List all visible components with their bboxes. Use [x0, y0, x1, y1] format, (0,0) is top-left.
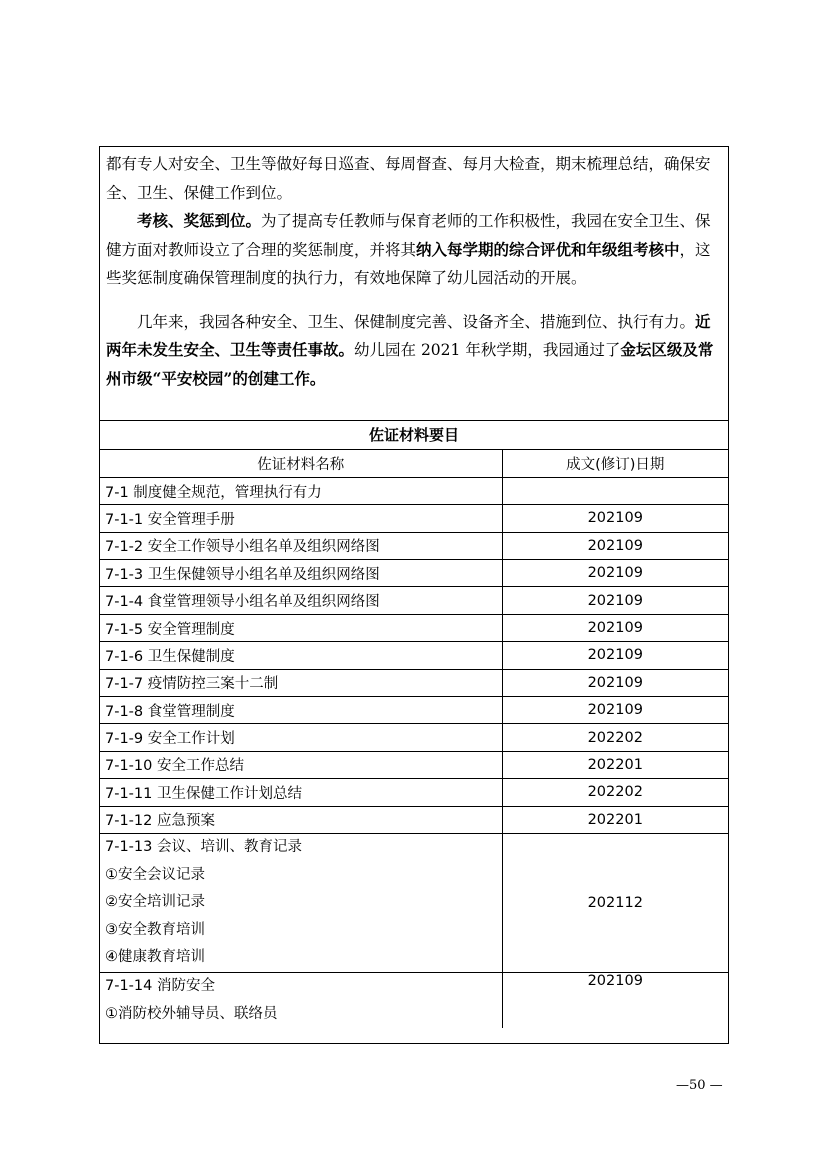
evidence-title: 佐证材料要目: [100, 421, 728, 450]
page-number: —50 —: [676, 1078, 723, 1093]
material-date: 202201: [502, 806, 728, 833]
records-line: 7-1-13 会议、培训、教育记录: [105, 838, 302, 855]
material-name: 7-1-3 卫生保健领导小组名单及组织网络图: [100, 560, 502, 587]
table-row: [100, 587, 728, 614]
material-name-multiline: [100, 833, 502, 972]
records-line: ①安全会议记录: [105, 866, 205, 883]
table-row: [100, 697, 728, 724]
table-row: [100, 642, 728, 669]
material-name: 7-1-8 食堂管理制度: [100, 697, 502, 724]
column-header-name: 佐证材料名称: [100, 450, 502, 477]
material-name: 7-1-10 安全工作总结: [100, 751, 502, 778]
assessment-heading: 考核、奖惩到位。: [137, 211, 262, 230]
narrative-paragraph-2: [106, 207, 720, 293]
material-date: 202109: [502, 669, 728, 696]
table-row-fire-safety: [100, 972, 728, 1028]
material-date: 202109: [502, 972, 728, 1028]
material-date: 202112: [502, 833, 728, 972]
material-name: 7-1-4 食堂管理领导小组名单及组织网络图: [100, 587, 502, 614]
material-name: 7-1-2 安全工作领导小组名单及组织网络图: [100, 532, 502, 559]
fire-safety-line: ①消防校外辅导员、联络员: [105, 1005, 278, 1022]
narrative-paragraph-1: 都有专人对安全、卫生等做好每日巡查、每周督查、每月大检查，期末梳理总结，确保安全、卫生、保健工作到位。: [106, 155, 711, 202]
table-row: [100, 560, 728, 587]
material-name: 7-1 制度健全规范，管理执行有力: [100, 477, 502, 504]
material-name: 7-1-7 疫情防控三案十二制: [100, 669, 502, 696]
material-name: 7-1-1 安全管理手册: [100, 505, 502, 532]
narrative-section: [100, 147, 728, 421]
paragraph-2-text-b: ，这些奖惩制度确保管理制度的执行力，有效地保障了幼儿园活动的开展。: [106, 240, 711, 287]
table-row: [100, 477, 728, 504]
material-date: 202109: [502, 560, 728, 587]
material-name: 7-1-5 安全管理制度: [100, 614, 502, 641]
material-name: 7-1-11 卫生保健工作计划总结: [100, 779, 502, 806]
material-date: 202109: [502, 587, 728, 614]
material-name: 7-1-12 应急预案: [100, 806, 502, 833]
material-date: 202201: [502, 751, 728, 778]
table-row: [100, 779, 728, 806]
paragraph-3-text-b: 幼儿园在 2021 年秋学期，我园通过了: [354, 341, 621, 359]
material-name: 7-1-6 卫生保健制度: [100, 642, 502, 669]
material-date: 202202: [502, 724, 728, 751]
table-row: [100, 806, 728, 833]
material-date: 202109: [502, 505, 728, 532]
table-row: [100, 532, 728, 559]
material-date: 202109: [502, 642, 728, 669]
table-row: [100, 505, 728, 532]
material-date: 202109: [502, 697, 728, 724]
material-date: 202202: [502, 779, 728, 806]
records-line: ③安全教育培训: [105, 921, 205, 938]
material-name-multiline: [100, 972, 502, 1028]
material-date: [502, 477, 728, 504]
paragraph-3-text-a: 几年来，我园各种安全、卫生、保健制度完善、设备齐全、措施到位、执行有力。: [137, 312, 696, 331]
evidence-table: [100, 450, 728, 1028]
paragraph-3-emphasis-b: 金坛区级及常州市级“平安校园”的创建工作。: [106, 340, 714, 388]
report-frame: [99, 146, 729, 1044]
paragraph-2-emphasis: 纳入每学期的综合评优和年级组考核中: [416, 239, 680, 259]
column-header-date: 成文(修订)日期: [502, 450, 728, 477]
narrative-paragraph-3: [106, 308, 720, 394]
records-line: ④健康教育培训: [105, 949, 205, 966]
paragraph-2-text-a: 为了提高专任教师与保育老师的工作积极性，我园在安全卫生、保健方面对教师设立了合理的奖惩制度，并将其: [106, 212, 711, 259]
table-row: [100, 669, 728, 696]
material-date: 202109: [502, 532, 728, 559]
material-name: 7-1-9 安全工作计划: [100, 724, 502, 751]
table-row: [100, 724, 728, 751]
records-line: ②安全培训记录: [105, 894, 205, 911]
table-header-row: [100, 450, 728, 477]
table-row: [100, 751, 728, 778]
paragraph-3-emphasis-a: 近两年未发生安全、卫生等责任事故。: [106, 311, 711, 359]
material-date: 202109: [502, 614, 728, 641]
table-row: [100, 614, 728, 641]
fire-safety-line: 7-1-14 消防安全: [105, 977, 215, 994]
table-row-records: [100, 833, 728, 972]
